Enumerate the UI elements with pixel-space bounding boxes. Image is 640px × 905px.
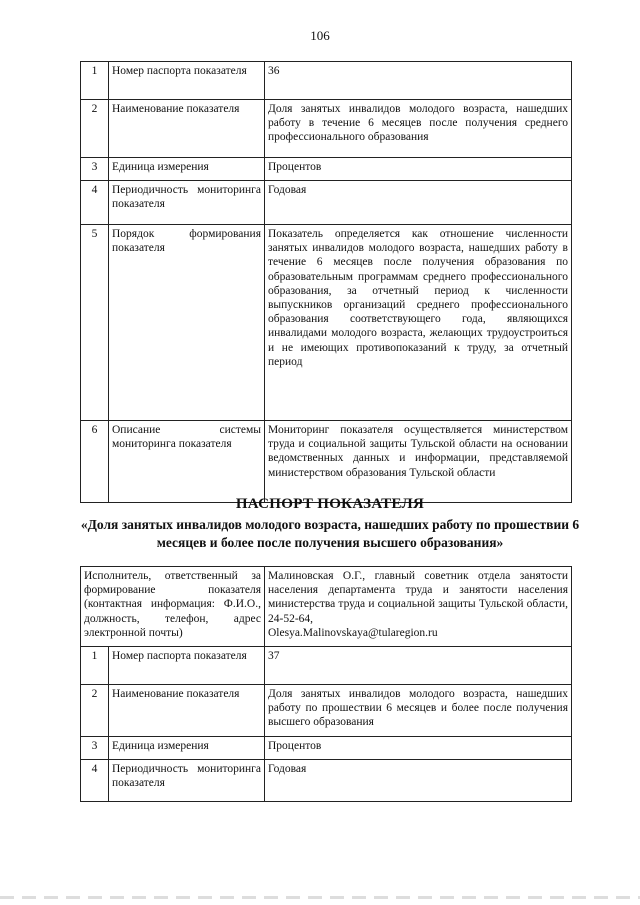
- table-row: [81, 760, 572, 802]
- row-label: Номер паспорта показателя: [109, 647, 265, 685]
- row-number: 1: [81, 62, 109, 100]
- passport-table-36: [80, 61, 572, 503]
- page-number: 106: [310, 28, 330, 43]
- row-number: 6: [81, 421, 109, 503]
- row-label: Периодичность мониторинга показателя: [109, 181, 265, 225]
- row-number: 2: [81, 100, 109, 158]
- row-value: 36: [265, 62, 572, 100]
- row-value: 37: [265, 647, 572, 685]
- row-label: Порядок формирования показателя: [109, 225, 265, 421]
- row-label: Описание системы мониторинга показателя: [109, 421, 265, 503]
- row-label: Номер паспорта показателя: [109, 62, 265, 100]
- row-number: 2: [81, 685, 109, 737]
- executor-value: Малиновская О.Г., главный советник отдела занятости населения департамента труда и занятости населения министерства труда и социальной защиты Тульской области, 24-52-64, Olesya.Malinovskaya@tularegion.ru: [265, 567, 572, 647]
- scan-edge-artifact: [0, 896, 640, 899]
- section-title: ПАСПОРТ ПОКАЗАТЕЛЯ: [235, 496, 425, 512]
- section-subtitle: «Доля занятых инвалидов молодого возраста, нашедших работу по прошествии 6 месяцев и более после получения высшего образования»: [80, 517, 580, 550]
- table-row: [81, 100, 572, 158]
- table-row: [81, 421, 572, 503]
- row-label: Наименование показателя: [109, 685, 265, 737]
- table-row: [81, 181, 572, 225]
- row-value: Мониторинг показателя осуществляется министерством труда и социальной защиты Тульской области на основании ведомственных данных и информации, представляемой министерством образования Тульской области: [265, 421, 572, 503]
- row-value: Показатель определяется как отношение численности занятых инвалидов молодого возраста, нашедших работу в течение 6 месяцев после получения образования по образовательным программам среднего профессионального образования, за отчетный период к численности выпускников организаций среднего профессионального образования соответствующего года, являющихся инвалидами молодого возраста, желающих трудоустроиться и не имеющих противопоказаний к труду, за отчетный период: [265, 225, 572, 421]
- table-row: [81, 158, 572, 181]
- row-value: Годовая: [265, 760, 572, 802]
- row-number: 3: [81, 158, 109, 181]
- row-number: 4: [81, 181, 109, 225]
- row-number: 5: [81, 225, 109, 421]
- table-row: [81, 647, 572, 685]
- table-row: [81, 685, 572, 737]
- executor-row: [81, 567, 572, 647]
- table-row: [81, 737, 572, 760]
- row-label: Единица измерения: [109, 737, 265, 760]
- table-row: [81, 225, 572, 421]
- row-number: 4: [81, 760, 109, 802]
- row-label: Наименование показателя: [109, 100, 265, 158]
- row-label: Периодичность мониторинга показателя: [109, 760, 265, 802]
- row-value: Доля занятых инвалидов молодого возраста, нашедших работу в течение 6 месяцев после получения среднего профессионального образования: [265, 100, 572, 158]
- row-value: Годовая: [265, 181, 572, 225]
- table-row: [81, 62, 572, 100]
- row-label: Единица измерения: [109, 158, 265, 181]
- row-number: 1: [81, 647, 109, 685]
- row-value: Доля занятых инвалидов молодого возраста, нашедших работу по прошествии 6 месяцев и более после получения высшего образования: [265, 685, 572, 737]
- passport-table-37: [80, 566, 572, 802]
- row-number: 3: [81, 737, 109, 760]
- row-value: Процентов: [265, 158, 572, 181]
- executor-label: Исполнитель, ответственный за формирование показателя (контактная информация: Ф.И.О., должность, телефон, адрес электронной почты): [81, 567, 265, 647]
- row-value: Процентов: [265, 737, 572, 760]
